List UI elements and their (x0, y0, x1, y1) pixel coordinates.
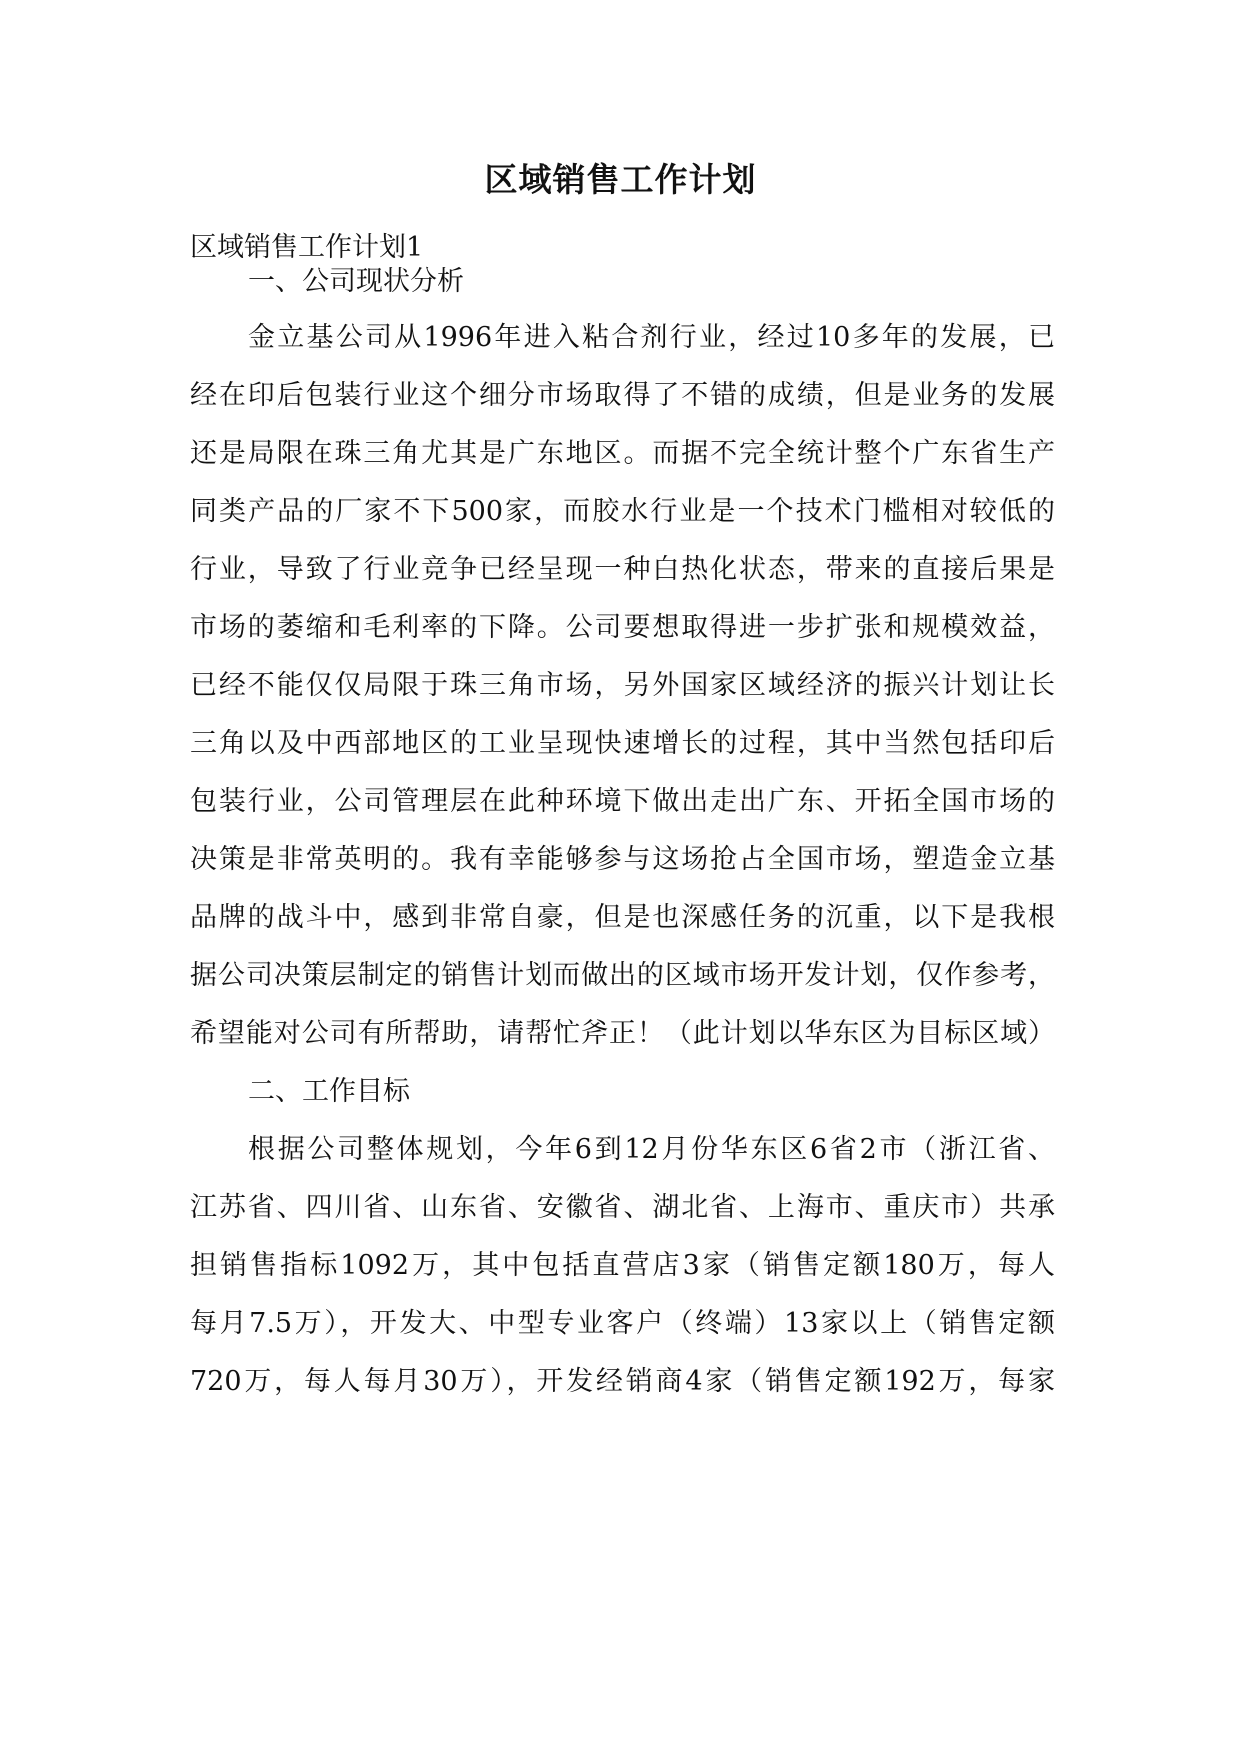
paragraph-line: 三角以及中西部地区的工业呈现快速增长的过程，其中当然包括印后 (190, 728, 1055, 759)
paragraph-line: 720万，每人每月30万），开发经销商4家（销售定额192万，每家 (190, 1366, 1055, 1397)
paragraph-line: 根据公司整体规划，今年6到12月份华东区6省2市（浙江省、 (248, 1134, 1055, 1165)
paragraph-line: 经在印后包装行业这个细分市场取得了不错的成绩，但是业务的发展 (190, 380, 1055, 411)
document-title: 区域销售工作计划 (484, 160, 757, 199)
paragraph-line: 品牌的战斗中，感到非常自豪，但是也深感任务的沉重，以下是我根 (190, 902, 1055, 933)
paragraph-line: 包装行业，公司管理层在此种环境下做出走出广东、开拓全国市场的 (190, 786, 1055, 817)
paragraph-line: 江苏省、四川省、山东省、安徽省、湖北省、上海市、重庆市）共承 (190, 1192, 1055, 1223)
paragraph-line: 市场的萎缩和毛利率的下降。公司要想取得进一步扩张和规模效益， (190, 612, 1055, 643)
paragraph-line: 希望能对公司有所帮助，请帮忙斧正！（此计划以华东区为目标区域） (190, 1018, 1055, 1049)
paragraph-line: 每月7.5万），开发大、中型专业客户（终端）13家以上（销售定额 (190, 1308, 1055, 1339)
paragraph-line: 据公司决策层制定的销售计划而做出的区域市场开发计划，仅作参考， (190, 960, 1055, 991)
paragraph-line: 还是局限在珠三角尤其是广东地区。而据不完全统计整个广东省生产 (190, 438, 1055, 469)
paragraph-line: 金立基公司从1996年进入粘合剂行业，经过10多年的发展，已 (248, 322, 1055, 353)
paragraph-line: 担销售指标1092万，其中包括直营店3家（销售定额180万，每人 (190, 1250, 1055, 1281)
paragraph-line: 行业，导致了行业竞争已经呈现一种白热化状态，带来的直接后果是 (190, 554, 1055, 585)
document-subtitle: 区域销售工作计划1 (190, 232, 424, 263)
paragraph-line: 同类产品的厂家不下500家，而胶水行业是一个技术门槛相对较低的 (190, 496, 1055, 527)
paragraph-line: 决策是非常英明的。我有幸能够参与这场抢占全国市场，塑造金立基 (190, 844, 1055, 875)
section-heading-status: 一、公司现状分析 (248, 266, 464, 297)
paragraph-line: 已经不能仅仅局限于珠三角市场，另外国家区域经济的振兴计划让长 (190, 670, 1055, 701)
section-heading-goals: 二、工作目标 (248, 1076, 410, 1107)
